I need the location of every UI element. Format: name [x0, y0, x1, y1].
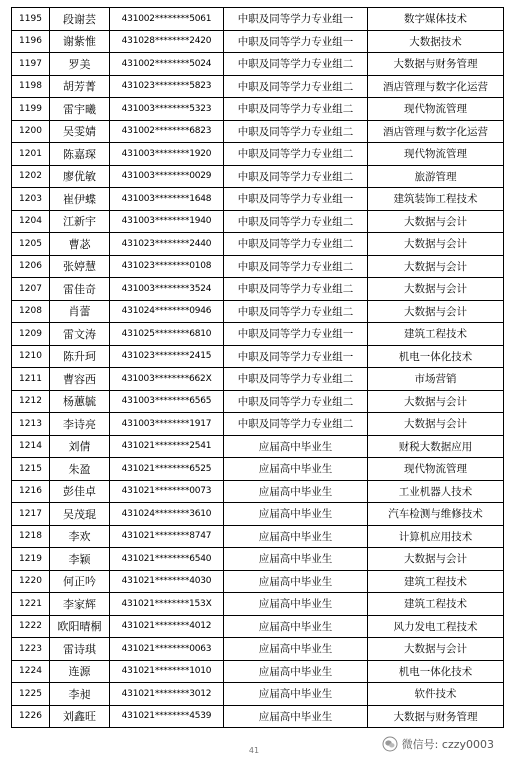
major-cell: 大数据与财务管理 — [368, 53, 504, 76]
table-row — [12, 683, 504, 706]
serial-number-cell: 1195 — [12, 8, 50, 31]
table-row — [12, 480, 504, 503]
student-name-cell: 李颖 — [50, 548, 110, 571]
student-name-cell: 雷诗琪 — [50, 638, 110, 661]
student-name-cell: 陈嘉琛 — [50, 143, 110, 166]
major-cell: 计算机应用技术 — [368, 525, 504, 548]
serial-number-cell: 1206 — [12, 255, 50, 278]
student-name-cell: 陈升珂 — [50, 345, 110, 368]
serial-number-cell: 1203 — [12, 188, 50, 211]
id-number-cell: 431002********5024 — [110, 53, 224, 76]
major-cell: 数字媒体技术 — [368, 8, 504, 31]
student-name-cell: 谢紫惟 — [50, 30, 110, 53]
table-row — [12, 210, 504, 233]
id-number-cell: 431003********5323 — [110, 98, 224, 121]
student-name-cell: 曹苾 — [50, 233, 110, 256]
id-number-cell: 431003********0029 — [110, 165, 224, 188]
table-row — [12, 188, 504, 211]
applicant-category-cell: 应届高中毕业生 — [224, 638, 368, 661]
table-row — [12, 413, 504, 436]
serial-number-cell: 1212 — [12, 390, 50, 413]
major-cell: 大数据与会计 — [368, 413, 504, 436]
student-name-cell: 连源 — [50, 660, 110, 683]
major-cell: 现代物流管理 — [368, 458, 504, 481]
applicant-category-cell: 应届高中毕业生 — [224, 503, 368, 526]
applicant-category-cell: 中职及同等学力专业组二 — [224, 53, 368, 76]
student-name-cell: 李诗亮 — [50, 413, 110, 436]
serial-number-cell: 1201 — [12, 143, 50, 166]
serial-number-cell: 1220 — [12, 570, 50, 593]
id-number-cell: 431021********153X — [110, 593, 224, 616]
id-number-cell: 431021********4539 — [110, 705, 224, 728]
serial-number-cell: 1197 — [12, 53, 50, 76]
table-row — [12, 615, 504, 638]
applicant-category-cell: 应届高中毕业生 — [224, 615, 368, 638]
major-cell: 大数据与会计 — [368, 233, 504, 256]
roster-body — [12, 8, 504, 728]
serial-number-cell: 1223 — [12, 638, 50, 661]
id-number-cell: 431021********4012 — [110, 615, 224, 638]
student-name-cell: 雷宇曦 — [50, 98, 110, 121]
student-name-cell: 张婷慧 — [50, 255, 110, 278]
admission-roster-table — [11, 7, 504, 728]
serial-number-cell: 1209 — [12, 323, 50, 346]
applicant-category-cell: 中职及同等学力专业组二 — [224, 233, 368, 256]
id-number-cell: 431021********6525 — [110, 458, 224, 481]
table-row — [12, 233, 504, 256]
id-number-cell: 431003********3524 — [110, 278, 224, 301]
major-cell: 大数据与会计 — [368, 390, 504, 413]
student-name-cell: 李昶 — [50, 683, 110, 706]
serial-number-cell: 1216 — [12, 480, 50, 503]
id-number-cell: 431021********6540 — [110, 548, 224, 571]
applicant-category-cell: 中职及同等学力专业组二 — [224, 368, 368, 391]
major-cell: 建筑装饰工程技术 — [368, 188, 504, 211]
applicant-category-cell: 中职及同等学力专业组一 — [224, 345, 368, 368]
serial-number-cell: 1213 — [12, 413, 50, 436]
serial-number-cell: 1226 — [12, 705, 50, 728]
table-row — [12, 345, 504, 368]
student-name-cell: 崔伊蝶 — [50, 188, 110, 211]
applicant-category-cell: 中职及同等学力专业组二 — [224, 75, 368, 98]
id-number-cell: 431021********1010 — [110, 660, 224, 683]
serial-number-cell: 1208 — [12, 300, 50, 323]
serial-number-cell: 1204 — [12, 210, 50, 233]
id-number-cell: 431003********662X — [110, 368, 224, 391]
applicant-category-cell: 应届高中毕业生 — [224, 593, 368, 616]
id-number-cell: 431024********0946 — [110, 300, 224, 323]
id-number-cell: 431003********1917 — [110, 413, 224, 436]
student-name-cell: 吴茂琨 — [50, 503, 110, 526]
major-cell: 机电一体化技术 — [368, 660, 504, 683]
serial-number-cell: 1218 — [12, 525, 50, 548]
id-number-cell: 431002********5061 — [110, 8, 224, 31]
table-row — [12, 435, 504, 458]
id-number-cell: 431021********3012 — [110, 683, 224, 706]
table-row — [12, 368, 504, 391]
applicant-category-cell: 应届高中毕业生 — [224, 683, 368, 706]
major-cell: 酒店管理与数字化运营 — [368, 75, 504, 98]
serial-number-cell: 1211 — [12, 368, 50, 391]
serial-number-cell: 1222 — [12, 615, 50, 638]
table-row — [12, 548, 504, 571]
id-number-cell: 431021********4030 — [110, 570, 224, 593]
major-cell: 大数据技术 — [368, 30, 504, 53]
table-row — [12, 165, 504, 188]
table-row — [12, 8, 504, 31]
student-name-cell: 刘鑫旺 — [50, 705, 110, 728]
student-name-cell: 雷佳奇 — [50, 278, 110, 301]
major-cell: 现代物流管理 — [368, 98, 504, 121]
student-name-cell: 杨蕙毓 — [50, 390, 110, 413]
student-name-cell: 刘倩 — [50, 435, 110, 458]
table-row — [12, 570, 504, 593]
applicant-category-cell: 中职及同等学力专业组二 — [224, 143, 368, 166]
student-name-cell: 廖优敏 — [50, 165, 110, 188]
applicant-category-cell: 中职及同等学力专业组二 — [224, 413, 368, 436]
applicant-category-cell: 中职及同等学力专业组二 — [224, 278, 368, 301]
serial-number-cell: 1205 — [12, 233, 50, 256]
id-number-cell: 431021********0073 — [110, 480, 224, 503]
table-row — [12, 53, 504, 76]
table-row — [12, 458, 504, 481]
major-cell: 软件技术 — [368, 683, 504, 706]
id-number-cell: 431003********1648 — [110, 188, 224, 211]
applicant-category-cell: 应届高中毕业生 — [224, 525, 368, 548]
serial-number-cell: 1199 — [12, 98, 50, 121]
id-number-cell: 431003********1920 — [110, 143, 224, 166]
id-number-cell: 431021********0063 — [110, 638, 224, 661]
id-number-cell: 431003********6565 — [110, 390, 224, 413]
serial-number-cell: 1196 — [12, 30, 50, 53]
table-row — [12, 255, 504, 278]
major-cell: 建筑工程技术 — [368, 323, 504, 346]
applicant-category-cell: 中职及同等学力专业组二 — [224, 255, 368, 278]
major-cell: 现代物流管理 — [368, 143, 504, 166]
major-cell: 建筑工程技术 — [368, 570, 504, 593]
table-row — [12, 300, 504, 323]
table-row — [12, 638, 504, 661]
major-cell: 大数据与会计 — [368, 300, 504, 323]
serial-number-cell: 1200 — [12, 120, 50, 143]
applicant-category-cell: 应届高中毕业生 — [224, 435, 368, 458]
applicant-category-cell: 应届高中毕业生 — [224, 480, 368, 503]
serial-number-cell: 1198 — [12, 75, 50, 98]
major-cell: 酒店管理与数字化运营 — [368, 120, 504, 143]
table-row — [12, 98, 504, 121]
applicant-category-cell: 中职及同等学力专业组二 — [224, 210, 368, 233]
student-name-cell: 朱盈 — [50, 458, 110, 481]
table-row — [12, 525, 504, 548]
id-number-cell: 431003********1940 — [110, 210, 224, 233]
major-cell: 大数据与会计 — [368, 278, 504, 301]
table-row — [12, 503, 504, 526]
table-row — [12, 660, 504, 683]
student-name-cell: 肖蕾 — [50, 300, 110, 323]
applicant-category-cell: 中职及同等学力专业组一 — [224, 323, 368, 346]
major-cell: 财税大数据应用 — [368, 435, 504, 458]
table-row — [12, 705, 504, 728]
serial-number-cell: 1215 — [12, 458, 50, 481]
table-row — [12, 278, 504, 301]
major-cell: 风力发电工程技术 — [368, 615, 504, 638]
applicant-category-cell: 中职及同等学力专业组一 — [224, 30, 368, 53]
major-cell: 市场营销 — [368, 368, 504, 391]
serial-number-cell: 1217 — [12, 503, 50, 526]
major-cell: 工业机器人技术 — [368, 480, 504, 503]
id-number-cell: 431028********2420 — [110, 30, 224, 53]
applicant-category-cell: 中职及同等学力专业组二 — [224, 300, 368, 323]
major-cell: 大数据与会计 — [368, 548, 504, 571]
applicant-category-cell: 应届高中毕业生 — [224, 660, 368, 683]
applicant-category-cell: 中职及同等学力专业组二 — [224, 390, 368, 413]
table-row — [12, 75, 504, 98]
id-number-cell: 431023********2415 — [110, 345, 224, 368]
student-name-cell: 段谢芸 — [50, 8, 110, 31]
major-cell: 机电一体化技术 — [368, 345, 504, 368]
page-number: 41 — [248, 746, 260, 755]
id-number-cell: 431023********2440 — [110, 233, 224, 256]
student-name-cell: 雷文涛 — [50, 323, 110, 346]
serial-number-cell: 1224 — [12, 660, 50, 683]
major-cell: 大数据与会计 — [368, 210, 504, 233]
id-number-cell: 431021********2541 — [110, 435, 224, 458]
major-cell: 旅游管理 — [368, 165, 504, 188]
student-name-cell: 吴雯婧 — [50, 120, 110, 143]
applicant-category-cell: 应届高中毕业生 — [224, 705, 368, 728]
wechat-watermark — [382, 736, 494, 752]
serial-number-cell: 1210 — [12, 345, 50, 368]
id-number-cell: 431024********3610 — [110, 503, 224, 526]
applicant-category-cell: 中职及同等学力专业组二 — [224, 120, 368, 143]
major-cell: 汽车检测与维修技术 — [368, 503, 504, 526]
table-row — [12, 323, 504, 346]
applicant-category-cell: 中职及同等学力专业组二 — [224, 165, 368, 188]
table-row — [12, 30, 504, 53]
watermark-text: 微信号: czzy0003 — [401, 738, 494, 751]
student-name-cell: 罗美 — [50, 53, 110, 76]
student-name-cell: 胡芳菁 — [50, 75, 110, 98]
serial-number-cell: 1221 — [12, 593, 50, 616]
table-row — [12, 120, 504, 143]
applicant-category-cell: 中职及同等学力专业组一 — [224, 188, 368, 211]
table-row — [12, 390, 504, 413]
applicant-category-cell: 中职及同等学力专业组一 — [224, 8, 368, 31]
major-cell: 大数据与会计 — [368, 638, 504, 661]
table-row — [12, 593, 504, 616]
id-number-cell: 431025********6810 — [110, 323, 224, 346]
serial-number-cell: 1202 — [12, 165, 50, 188]
student-name-cell: 欧阳晴桐 — [50, 615, 110, 638]
major-cell: 建筑工程技术 — [368, 593, 504, 616]
student-name-cell: 江新宇 — [50, 210, 110, 233]
id-number-cell: 431023********0108 — [110, 255, 224, 278]
student-name-cell: 何正吟 — [50, 570, 110, 593]
serial-number-cell: 1214 — [12, 435, 50, 458]
applicant-category-cell: 应届高中毕业生 — [224, 570, 368, 593]
major-cell: 大数据与会计 — [368, 255, 504, 278]
id-number-cell: 431023********5823 — [110, 75, 224, 98]
student-name-cell: 彭佳卓 — [50, 480, 110, 503]
applicant-category-cell: 应届高中毕业生 — [224, 458, 368, 481]
id-number-cell: 431021********8747 — [110, 525, 224, 548]
table-row — [12, 143, 504, 166]
major-cell: 大数据与财务管理 — [368, 705, 504, 728]
applicant-category-cell: 应届高中毕业生 — [224, 548, 368, 571]
applicant-category-cell: 中职及同等学力专业组二 — [224, 98, 368, 121]
serial-number-cell: 1207 — [12, 278, 50, 301]
student-name-cell: 李家辉 — [50, 593, 110, 616]
id-number-cell: 431002********6823 — [110, 120, 224, 143]
wechat-logo-icon — [382, 736, 398, 752]
serial-number-cell: 1219 — [12, 548, 50, 571]
student-name-cell: 曹容西 — [50, 368, 110, 391]
student-name-cell: 李欢 — [50, 525, 110, 548]
serial-number-cell: 1225 — [12, 683, 50, 706]
